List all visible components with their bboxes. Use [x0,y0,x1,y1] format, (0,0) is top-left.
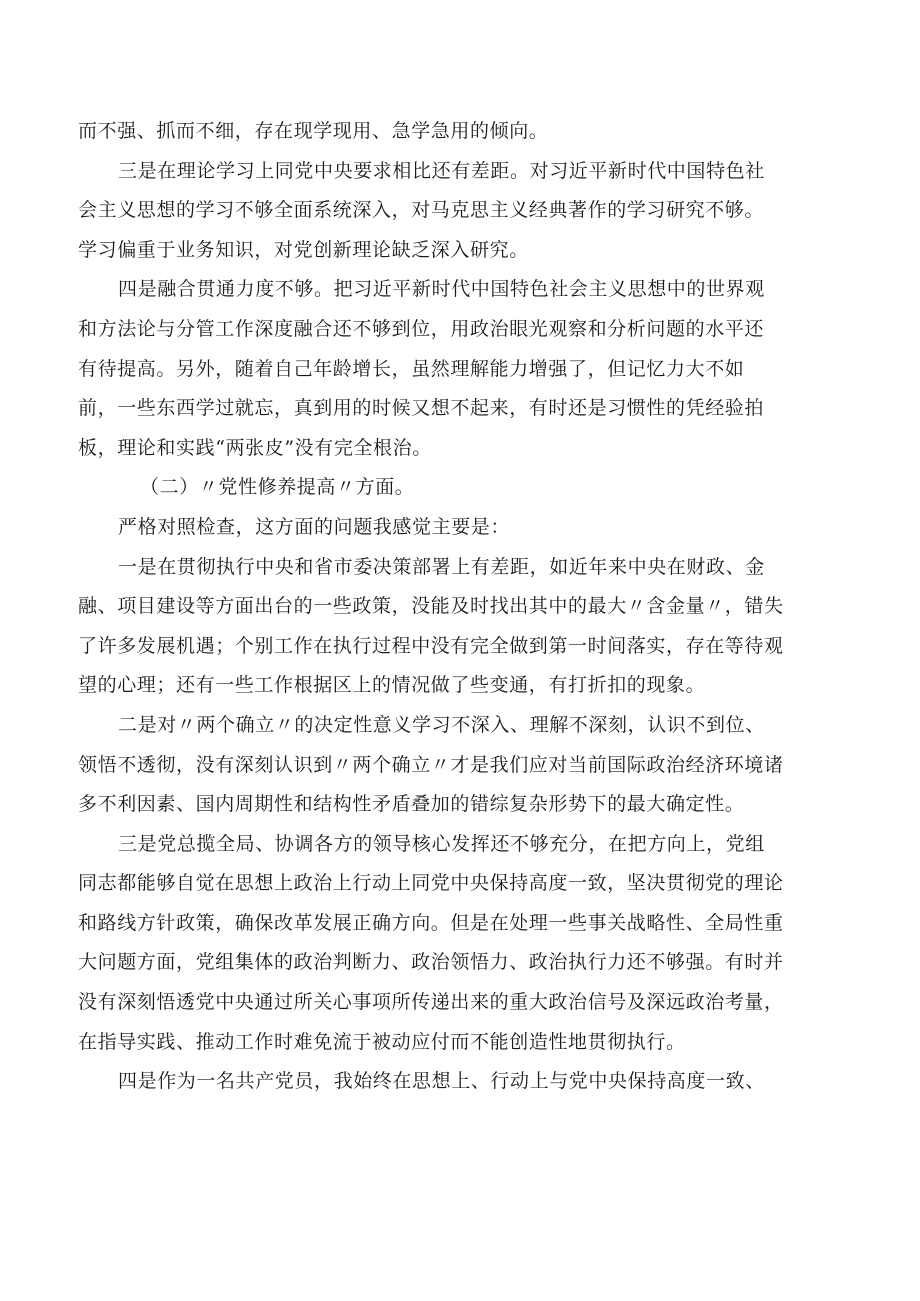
section-heading: （二）〃党性修养提高〃方面。 [140,476,415,499]
text-line: 多不利因素、国内周期性和结构性矛盾叠加的错综复杂形势下的最大确定性。 [78,793,745,816]
text-line: 大问题方面，党组集体的政治判断力、政治领悟力、政治执行力还不够强。有时并 [78,951,784,974]
text-line: 在指导实践、推动工作时难免流于被动应付而不能创造性地贯彻执行。 [78,1030,686,1053]
text-line: 有待提高。另外，随着自己年龄增长，虽然理解能力增强了，但记忆力大不如 [78,357,745,380]
text-line: 三是党总揽全局、协调各方的领导核心发挥还不够充分，在把方向上，党组 [118,832,765,855]
text-line: 了许多发展机遇；个别工作在执行过程中没有完全做到第一时间落实，存在等待观 [78,634,784,657]
text-line: 三是在理论学习上同党中央要求相比还有差距。对习近平新时代中国特色社 [118,159,765,182]
text-line: 同志都能够自觉在思想上政治上行动上同党中央保持高度一致，坚决贯彻党的理论 [78,872,784,895]
text-line: 前，一些东西学过就忘，真到用的时候又想不起来，有时还是习惯性的凭经验拍 [78,397,765,420]
text-line: 学习偏重于业务知识，对党创新理论缺乏深入研究。 [78,238,529,261]
text-line: 会主义思想的学习不够全面系统深入，对马克思主义经典著作的学习研究不够。 [78,199,765,222]
text-line: 四是作为一名共产党员，我始终在思想上、行动上与党中央保持高度一致、 [118,1070,765,1093]
document-body [78,112,868,1102]
text-line: 严格对照检查，这方面的问题我感觉主要是： [118,515,511,538]
text-line: 没有深刻悟透党中央通过所关心事项所传递出来的重大政治信号及深远政治考量， [78,991,784,1014]
text-line: 一是在贯彻执行中央和省市委决策部署上有差距，如近年来中央在财政、金 [118,555,765,578]
text-line: 和方法论与分管工作深度融合还不够到位，用政治眼光观察和分析问题的水平还 [78,317,765,340]
text-line: 四是融合贯通力度不够。把习近平新时代中国特色社会主义思想中的世界观 [118,278,765,301]
text-line: 板，理论和实践“两张皮”没有完全根治。 [78,436,432,459]
text-line: 和路线方针政策，确保改革发展正确方向。但是在处理一些事关战略性、全局性重 [78,911,784,934]
text-line: 领悟不透彻，没有深刻认识到〃两个确立〃才是我们应对当前国际政治经济环境诸 [78,753,784,776]
text-line: 望的心理；还有一些工作根据区上的情况做了些变通，有打折扣的现象。 [78,674,706,697]
text-line: 而不强、抓而不细，存在现学现用、急学急用的倾向。 [78,120,549,142]
text-line: 融、项目建设等方面出台的一些政策，没能及时找出其中的最大〃含金量〃，错失 [78,595,784,618]
text-line: 二是对〃两个确立〃的决定性意义学习不深入、理解不深刻，认识不到位、 [118,713,765,736]
